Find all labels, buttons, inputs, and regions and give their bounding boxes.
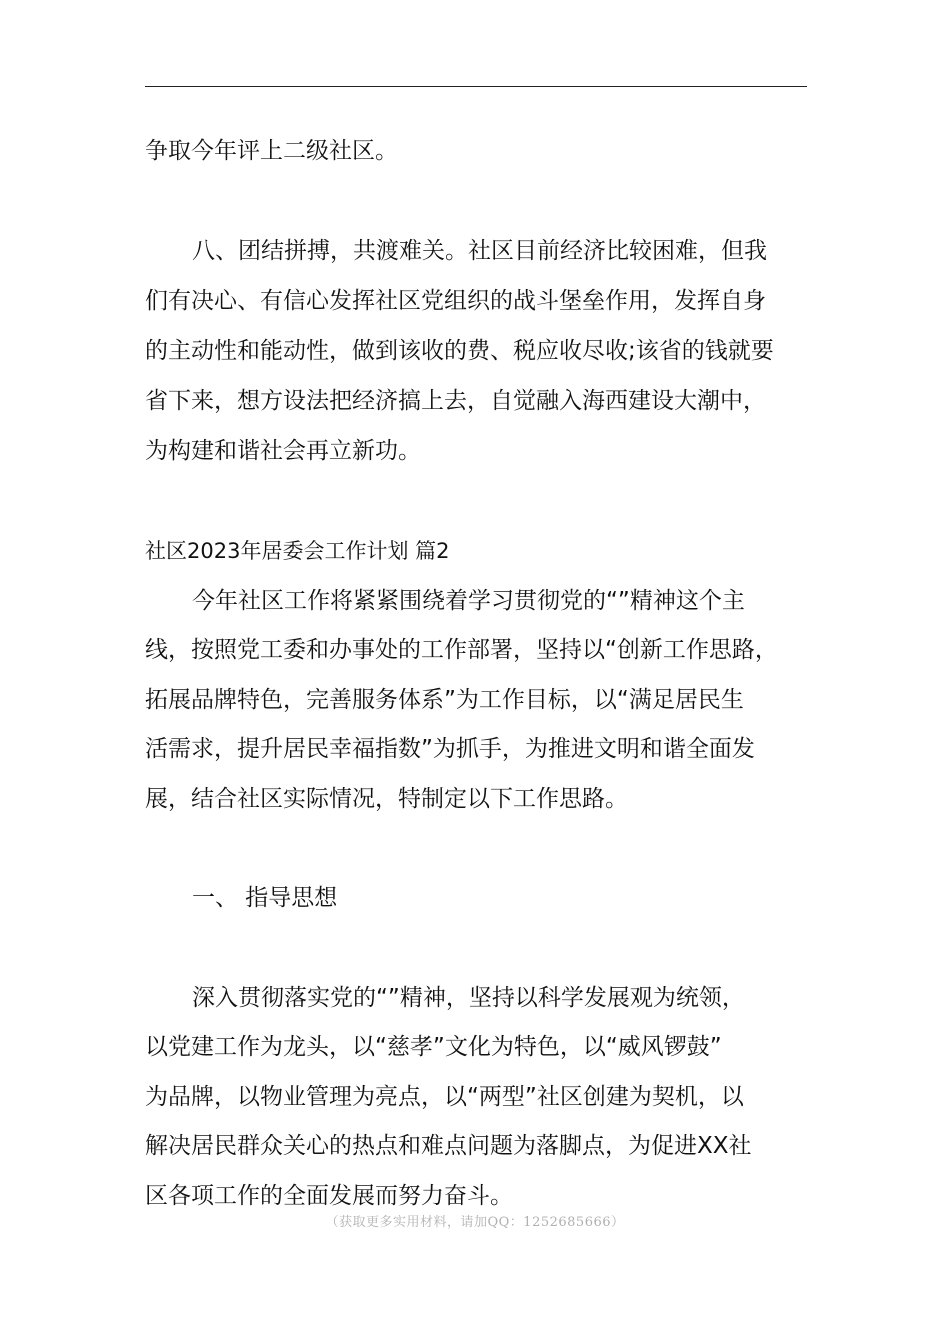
paragraph-line: 深入贯彻落实党的“”精神，坚持以科学发展观为统领， [192, 985, 745, 1011]
part-2-title: 社区2023年居委会工作计划 篇2 [145, 539, 450, 563]
paragraph-line: 为构建和谐社会再立新功。 [145, 438, 421, 464]
paragraph-line: 展，结合社区实际情况，特制定以下工作思路。 [145, 786, 628, 812]
continuation-line: 争取今年评上二级社区。 [145, 138, 398, 164]
paragraph-line: 线，按照党工委和办事处的工作部署，坚持以“创新工作思路， [145, 637, 778, 663]
paragraph-line: 活需求，提升居民幸福指数”为抓手，为推进文明和谐全面发 [145, 736, 755, 762]
paragraph-line: 为品牌，以物业管理为亮点，以“两型”社区创建为契机，以 [145, 1084, 744, 1110]
header-rule [145, 86, 807, 87]
paragraph-line: 的主动性和能动性，做到该收的费、税应收尽收;该省的钱就要 [145, 338, 774, 364]
paragraph-line: 解决居民群众关心的热点和难点问题为落脚点，为促进XX社 [145, 1133, 752, 1159]
footer-note: （获取更多实用材料，请加QQ：1252685666） [325, 1215, 625, 1230]
paragraph-line: 八、团结拼搏，共渡难关。社区目前经济比较困难，但我 [192, 238, 767, 264]
section-heading-guiding-thought: 一、 指导思想 [192, 885, 338, 911]
paragraph-line: 以党建工作为龙头，以“慈孝”文化为特色，以“威风锣鼓” [145, 1034, 722, 1060]
paragraph-line: 省下来，想方设法把经济搞上去，自觉融入海西建设大潮中， [145, 388, 766, 414]
paragraph-line: 们有决心、有信心发挥社区党组织的战斗堡垒作用，发挥自身 [145, 288, 766, 314]
paragraph-line: 拓展品牌特色，完善服务体系”为工作目标，以“满足居民生 [145, 687, 744, 713]
paragraph-line: 区各项工作的全面发展而努力奋斗。 [145, 1183, 513, 1209]
paragraph-line: 今年社区工作将紧紧围绕着学习贯彻党的“”精神这个主 [192, 588, 745, 614]
